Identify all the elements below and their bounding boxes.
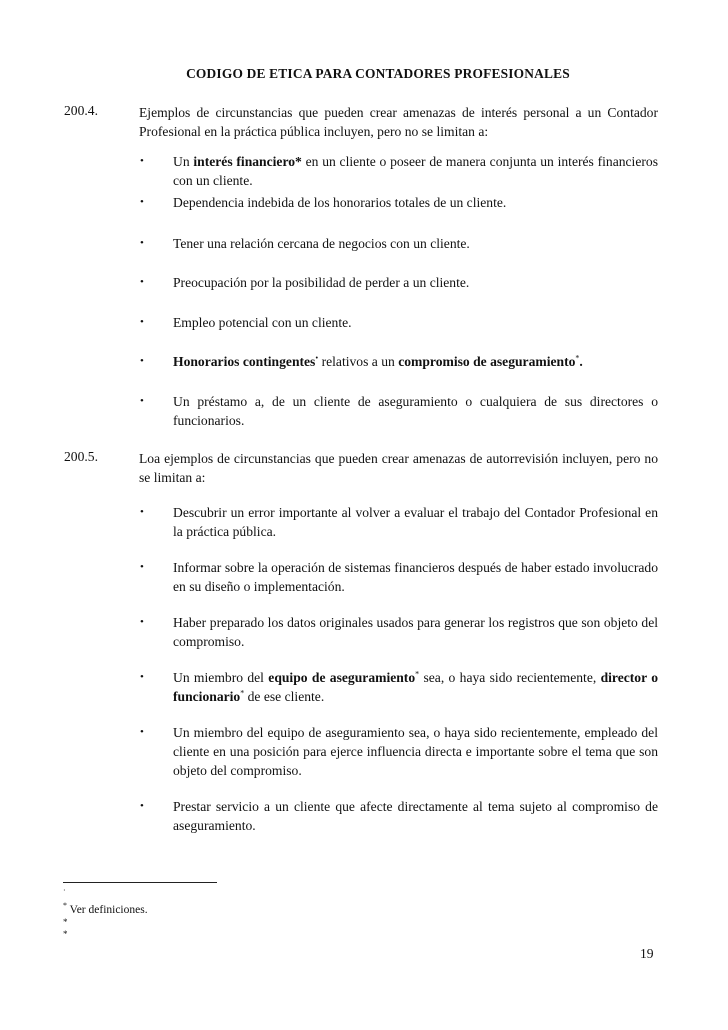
list-item: Tener una relación cercana de negocios con un cliente.: [173, 236, 470, 251]
footnote-dot: ·: [63, 886, 66, 895]
section-intro-200-4: Ejemplos de circunstancias que pueden crear amenazas de interés personal a un Contador Profesional en la práctica pública incluyen, pero no se limitan a:: [139, 105, 658, 139]
bullet-icon: •: [140, 276, 144, 288]
list-item: Dependencia indebida de los honorarios totales de un cliente.: [173, 195, 507, 210]
page-number: 19: [640, 946, 654, 961]
bullet-icon: •: [140, 800, 144, 812]
list-item: Preocupación por la posibilidad de perder a un cliente.: [173, 275, 470, 290]
footnote-mark: *: [63, 929, 68, 939]
list-item: Un miembro del equipo de aseguramiento sea, o haya sido recientemente, empleado del cliente en una posición para ejerce influencia directa e importante sobre el tema que son objeto del compromiso.: [173, 725, 658, 778]
list-item: Prestar servicio a un cliente que afecte directamente al tema sujeto al compromiso de aseguramiento.: [173, 799, 658, 833]
bullet-icon: •: [140, 506, 144, 518]
list-item: Informar sobre la operación de sistemas financieros después de haber estado involucrado en su diseño o implementación.: [173, 560, 658, 594]
page-title: CODIGO DE ETICA PARA CONTADORES PROFESIONALES: [186, 66, 570, 81]
bullet-icon: •: [140, 395, 144, 407]
list-item: Haber preparado los datos originales usados para generar los registros que son objeto del compromiso.: [173, 615, 658, 649]
bullet-icon: •: [140, 726, 144, 738]
list-item: Un préstamo a, de un cliente de aseguramiento o cualquiera de sus directores o funcionarios.: [173, 394, 658, 428]
list-item: Honorarios contingentes• relativos a un compromiso de aseguramiento*.: [173, 353, 583, 369]
footnote-definitions: * Ver definiciones.: [63, 901, 148, 916]
list-item: Un miembro del equipo de aseguramiento* sea, o haya sido recientemente, director o funcionario* de ese cliente.: [173, 669, 659, 704]
footnote-rule: [63, 882, 217, 883]
bullet-icon: •: [140, 561, 144, 573]
section-number-200-5: 200.5.: [64, 449, 98, 464]
list-item: Empleo potencial con un cliente.: [173, 315, 352, 330]
bullet-icon: •: [140, 671, 144, 683]
bullet-icon: •: [140, 616, 144, 628]
section-intro-200-5: Loa ejemplos de circunstancias que pueden crear amenazas de autorrevisión incluyen, pero no se limitan a:: [139, 451, 658, 485]
footnote-mark: *: [63, 917, 68, 927]
bullet-icon: •: [140, 355, 144, 367]
bullet-icon: •: [140, 237, 144, 249]
list-item: Descubrir un error importante al volver a evaluar el trabajo del Contador Profesional en la práctica pública.: [173, 505, 658, 539]
bullet-icon: •: [140, 155, 144, 167]
bullet-icon: •: [140, 196, 144, 208]
bullet-icon: •: [140, 316, 144, 328]
list-item: Un interés financiero* en un cliente o poseer de manera conjunta un interés financieros con un cliente.: [173, 154, 658, 188]
section-number-200-4: 200.4.: [64, 103, 98, 118]
